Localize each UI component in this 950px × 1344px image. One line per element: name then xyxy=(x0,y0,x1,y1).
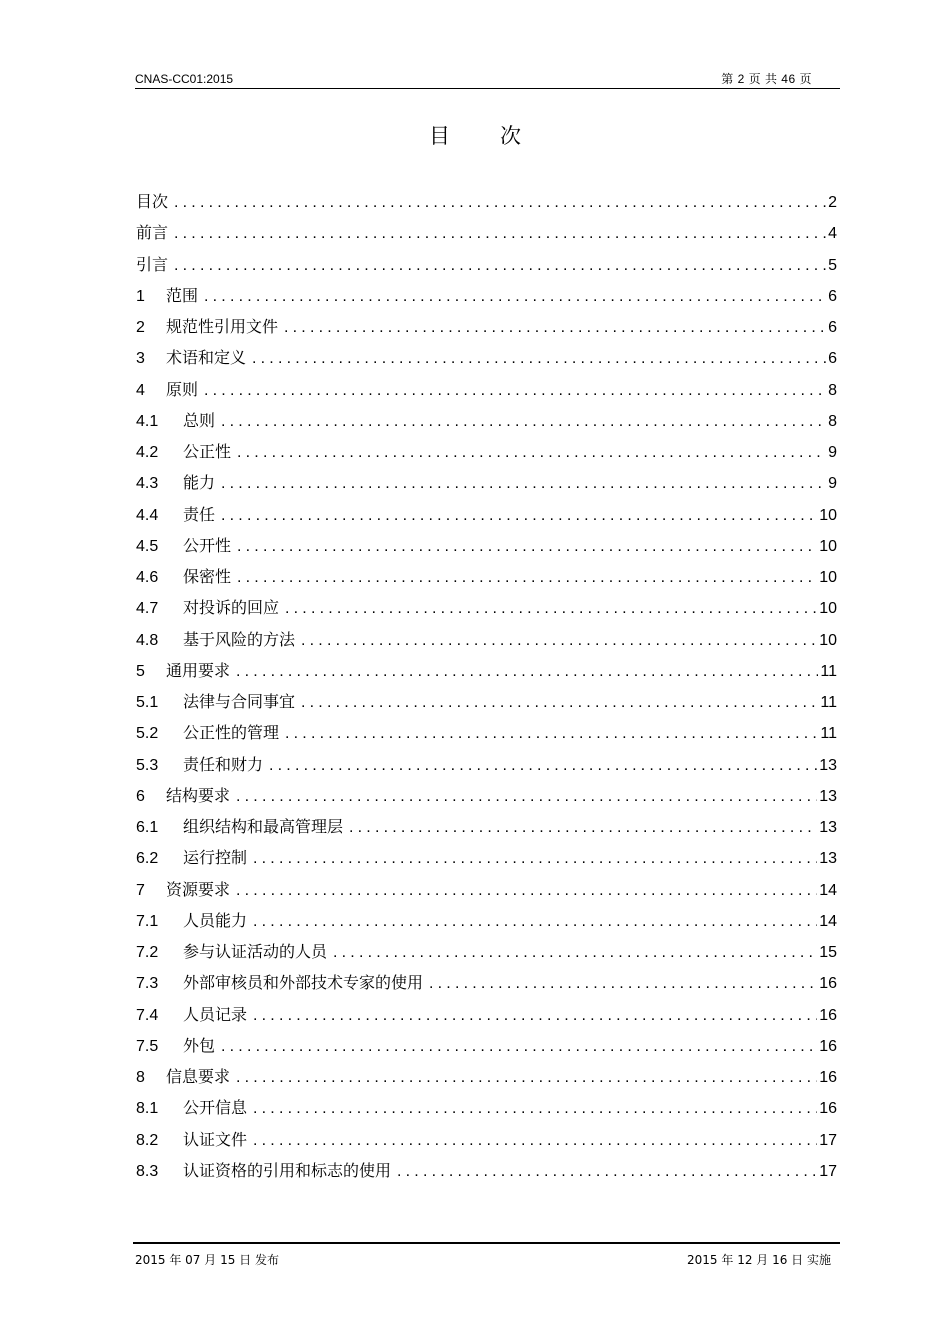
toc-entry[interactable] xyxy=(136,686,837,717)
toc-entry[interactable] xyxy=(136,342,837,373)
toc-entry[interactable] xyxy=(136,467,837,498)
toc-entry[interactable] xyxy=(136,374,837,405)
toc-dot-leader xyxy=(349,812,817,843)
toc-entry-number: 4.8 xyxy=(136,631,159,649)
toc-entry[interactable] xyxy=(136,999,837,1030)
toc-entry-number: 5.1 xyxy=(136,694,159,711)
toc-entry-page: 9 xyxy=(828,475,837,493)
toc-entry-label: 对投诉的回应 xyxy=(183,598,280,618)
toc-entry-label: 资源要求 xyxy=(166,879,231,899)
toc-entry[interactable] xyxy=(136,624,837,655)
toc-dot-leader xyxy=(253,1000,817,1031)
toc-entry-page: 9 xyxy=(828,444,837,461)
toc-entry[interactable] xyxy=(136,874,837,905)
toc-entry-number: 4.2 xyxy=(136,444,159,461)
toc-entry[interactable] xyxy=(136,1061,837,1092)
toc-entry-number: 4.3 xyxy=(136,475,159,493)
toc-entry-number: 8 xyxy=(136,1069,145,1086)
toc-entry-label: 通用要求 xyxy=(166,660,231,680)
toc-entry-label: 公开性 xyxy=(183,535,232,555)
toc-entry-label: 信息要求 xyxy=(166,1067,231,1086)
toc-entry-number: 7.4 xyxy=(136,1006,159,1024)
toc-dot-leader xyxy=(253,1093,817,1124)
toc-entry-page: 10 xyxy=(819,537,837,555)
toc-dot-leader xyxy=(253,843,817,874)
toc-entry[interactable] xyxy=(136,655,837,686)
toc-entry-number: 4 xyxy=(136,381,145,399)
toc-entry-number: 4.5 xyxy=(136,537,159,555)
toc-dot-leader xyxy=(285,718,818,749)
toc-entry[interactable] xyxy=(136,311,837,342)
toc-dot-leader xyxy=(397,1156,817,1187)
toc-dot-leader xyxy=(236,656,818,687)
toc-entry-label: 结构要求 xyxy=(166,785,231,805)
toc-entry[interactable] xyxy=(136,1030,837,1061)
toc-entry-page: 17 xyxy=(819,1162,837,1180)
toc-dot-leader xyxy=(253,1125,817,1156)
toc-entry-page: 11 xyxy=(820,694,837,711)
page-number-info: 第 2 页 共 46 页 xyxy=(721,72,812,86)
toc-entry-page: 10 xyxy=(819,506,837,524)
toc-entry-label: 原则 xyxy=(166,379,199,399)
table-of-contents xyxy=(136,186,837,1186)
toc-entry-label: 认证资格的引用和标志的使用 xyxy=(183,1160,392,1180)
toc-entry-page: 16 xyxy=(819,1069,837,1086)
toc-entry[interactable] xyxy=(136,842,837,873)
toc-dot-leader xyxy=(204,281,826,312)
toc-dot-leader xyxy=(253,906,817,937)
toc-dot-leader xyxy=(174,250,826,281)
toc-entry-page: 17 xyxy=(819,1131,837,1149)
toc-entry-number: 8.3 xyxy=(136,1162,159,1180)
toc-entry-page: 10 xyxy=(819,631,837,649)
toc-entry-number: 4.6 xyxy=(136,569,159,586)
toc-entry-label: 术语和定义 xyxy=(166,348,247,368)
toc-dot-leader xyxy=(333,937,817,968)
toc-dot-leader xyxy=(237,562,817,593)
toc-dot-leader xyxy=(252,343,826,374)
toc-entry-label: 公正性 xyxy=(183,442,232,461)
toc-entry-label: 组织结构和最高管理层 xyxy=(183,817,344,836)
toc-entry[interactable] xyxy=(136,186,837,217)
toc-dot-leader xyxy=(236,875,817,906)
toc-entry[interactable] xyxy=(136,936,837,967)
toc-entry-page: 16 xyxy=(819,975,837,993)
toc-entry-page: 11 xyxy=(820,662,837,680)
toc-dot-leader xyxy=(221,500,817,531)
toc-entry[interactable] xyxy=(136,749,837,780)
toc-entry-number: 7 xyxy=(136,881,145,899)
toc-entry-page: 11 xyxy=(820,725,837,743)
toc-entry[interactable] xyxy=(136,780,837,811)
toc-entry-number: 5 xyxy=(136,662,145,680)
toc-entry[interactable] xyxy=(136,1092,837,1123)
toc-entry-label: 前言 xyxy=(136,223,169,243)
toc-entry-page: 16 xyxy=(819,1037,837,1055)
toc-entry-number: 6 xyxy=(136,787,145,805)
toc-entry-label: 目次 xyxy=(136,192,169,211)
toc-dot-leader xyxy=(221,1031,817,1062)
toc-dot-leader xyxy=(221,406,826,437)
toc-entry-label: 规范性引用文件 xyxy=(166,317,279,336)
toc-dot-leader xyxy=(429,968,817,999)
toc-entry[interactable] xyxy=(136,405,837,436)
toc-entry-number: 4.1 xyxy=(136,412,159,430)
toc-entry[interactable] xyxy=(136,967,837,998)
toc-entry-number: 5.2 xyxy=(136,725,159,743)
toc-entry-label: 责任和财力 xyxy=(183,754,264,774)
toc-entry-number: 7.5 xyxy=(136,1037,159,1055)
toc-entry-label: 保密性 xyxy=(183,567,232,586)
toc-entry-page: 8 xyxy=(828,412,837,430)
toc-entry-page: 6 xyxy=(828,287,837,305)
toc-entry-page: 10 xyxy=(819,600,837,618)
issue-date: 2015 年 07 月 15 日 发布 xyxy=(135,1253,279,1267)
toc-dot-leader xyxy=(301,625,817,656)
toc-entry[interactable] xyxy=(136,1155,837,1186)
toc-entry-page: 16 xyxy=(819,1100,837,1118)
toc-entry-number: 8.1 xyxy=(136,1100,159,1118)
toc-dot-leader xyxy=(285,593,817,624)
toc-dot-leader xyxy=(221,468,826,499)
toc-entry-number: 7.1 xyxy=(136,912,159,930)
toc-dot-leader xyxy=(237,437,826,468)
toc-dot-leader xyxy=(174,218,826,249)
toc-entry[interactable] xyxy=(136,592,837,623)
toc-entry[interactable] xyxy=(136,717,837,748)
toc-entry-label: 人员能力 xyxy=(183,910,248,930)
toc-entry-number: 3 xyxy=(136,350,145,368)
toc-entry-label: 人员记录 xyxy=(183,1004,248,1024)
toc-entry-page: 6 xyxy=(828,350,837,368)
toc-entry-page: 15 xyxy=(819,944,837,961)
toc-entry-page: 13 xyxy=(819,850,837,868)
toc-dot-leader xyxy=(174,187,826,218)
toc-entry-number: 4.4 xyxy=(136,506,159,524)
toc-entry-label: 基于风险的方法 xyxy=(183,629,296,649)
toc-entry[interactable] xyxy=(136,217,837,248)
effective-date: 2015 年 12 月 16 日 实施 xyxy=(687,1253,831,1267)
toc-entry[interactable] xyxy=(136,530,837,561)
toc-entry-label: 外包 xyxy=(183,1035,216,1055)
toc-entry[interactable] xyxy=(136,1124,837,1155)
toc-entry-number: 8.2 xyxy=(136,1131,159,1149)
toc-entry-label: 参与认证活动的人员 xyxy=(183,942,328,961)
page-title: 目次 xyxy=(429,124,571,148)
page-header xyxy=(135,72,840,89)
toc-entry-number: 6.2 xyxy=(136,850,159,868)
toc-entry-page: 6 xyxy=(828,319,837,336)
toc-entry-page: 14 xyxy=(819,881,837,899)
toc-entry[interactable] xyxy=(136,249,837,280)
toc-entry[interactable] xyxy=(136,280,837,311)
toc-entry[interactable] xyxy=(136,499,837,530)
toc-entry-label: 范围 xyxy=(166,285,199,305)
toc-entry-page: 13 xyxy=(819,819,837,836)
toc-entry-label: 公正性的管理 xyxy=(183,723,280,743)
page-footer xyxy=(133,1242,840,1268)
toc-dot-leader xyxy=(236,1062,817,1093)
toc-entry-page: 10 xyxy=(819,569,837,586)
toc-entry-number: 1 xyxy=(136,287,145,305)
toc-entry-label: 法律与合同事宜 xyxy=(183,692,296,711)
toc-dot-leader xyxy=(204,375,826,406)
toc-entry-label: 能力 xyxy=(183,473,216,493)
toc-entry[interactable] xyxy=(136,561,837,592)
toc-entry[interactable] xyxy=(136,811,837,842)
toc-dot-leader xyxy=(237,531,817,562)
toc-entry-label: 总则 xyxy=(183,410,216,430)
toc-entry-number: 4.7 xyxy=(136,600,159,618)
toc-entry-label: 引言 xyxy=(136,254,169,274)
toc-entry[interactable] xyxy=(136,436,837,467)
toc-dot-leader xyxy=(284,312,826,343)
toc-entry-number: 7.3 xyxy=(136,975,159,993)
toc-entry-label: 运行控制 xyxy=(183,848,248,868)
toc-entry-page: 13 xyxy=(819,787,837,805)
toc-entry-label: 外部审核员和外部技术专家的使用 xyxy=(183,973,424,993)
toc-entry-page: 14 xyxy=(819,912,837,930)
toc-entry-page: 8 xyxy=(828,381,837,399)
toc-entry-page: 4 xyxy=(828,225,837,243)
toc-entry-label: 公开信息 xyxy=(183,1098,248,1118)
toc-dot-leader xyxy=(301,687,818,718)
toc-entry-page: 5 xyxy=(828,256,837,274)
toc-entry-label: 认证文件 xyxy=(183,1129,248,1149)
toc-dot-leader xyxy=(236,781,817,812)
toc-entry-label: 责任 xyxy=(183,504,216,524)
toc-entry-number: 2 xyxy=(136,319,145,336)
document-code: CNAS-CC01:2015 xyxy=(135,72,234,86)
toc-entry-page: 16 xyxy=(819,1006,837,1024)
toc-entry-page: 2 xyxy=(828,194,837,211)
toc-entry-number: 7.2 xyxy=(136,944,159,961)
toc-entry-number: 6.1 xyxy=(136,819,159,836)
toc-entry[interactable] xyxy=(136,905,837,936)
toc-dot-leader xyxy=(269,750,817,781)
toc-entry-number: 5.3 xyxy=(136,756,159,774)
toc-entry-page: 13 xyxy=(819,756,837,774)
